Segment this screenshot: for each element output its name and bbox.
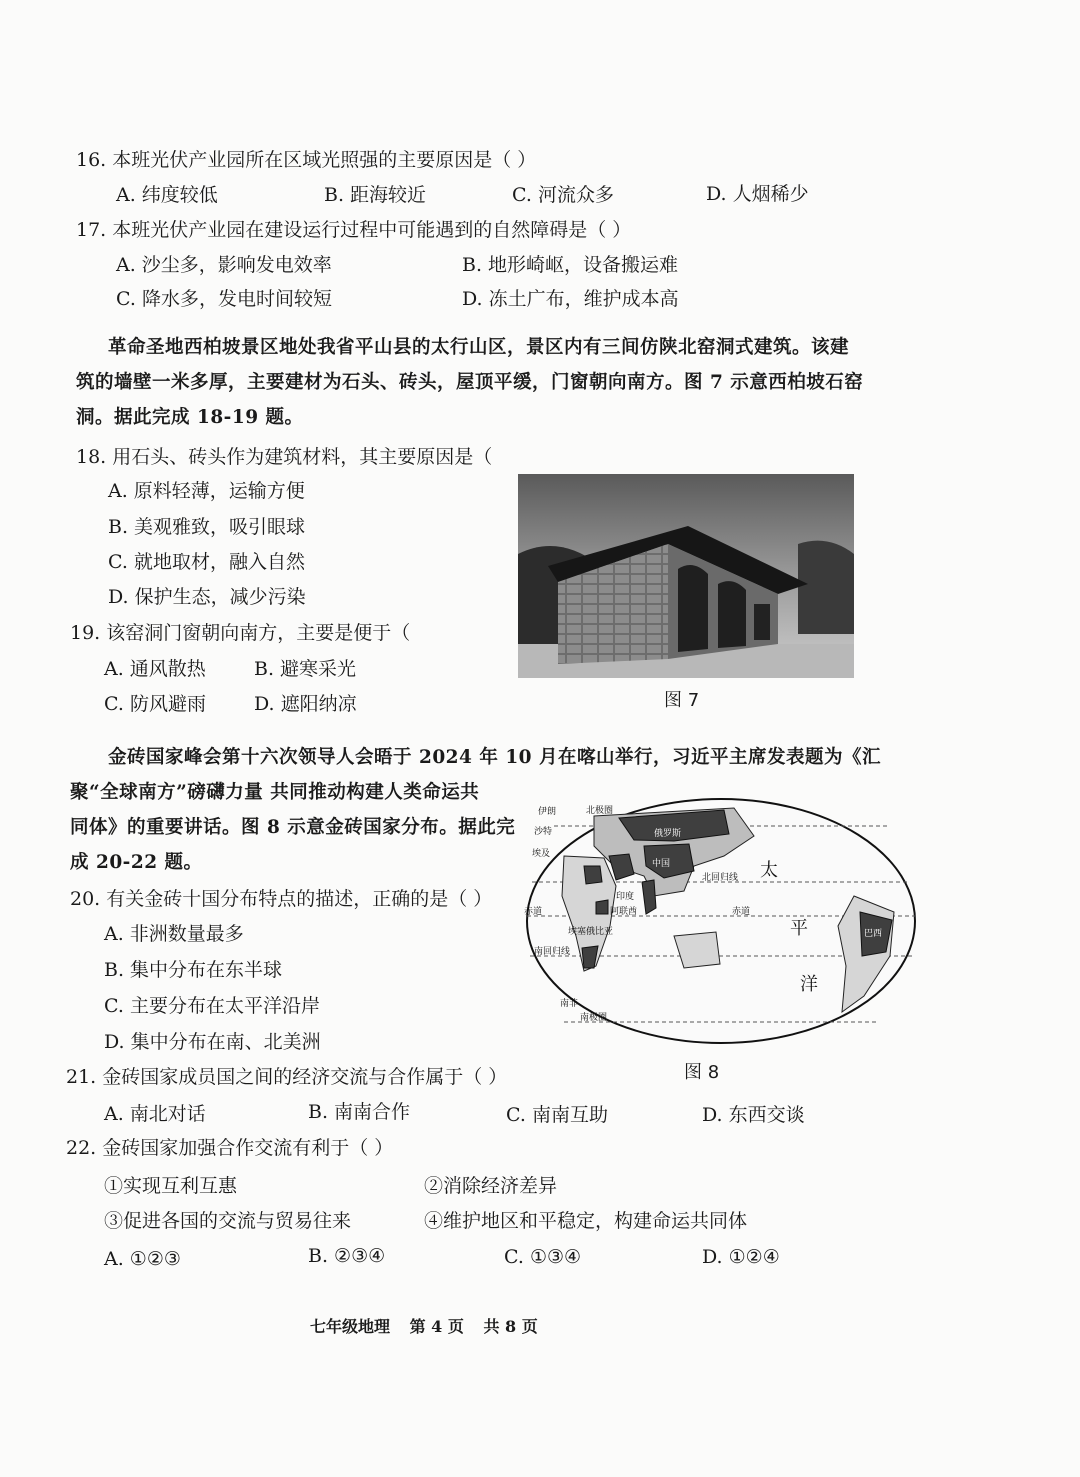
question-21-stem: 21. 金砖国家成员国之间的经济交流与合作属于（ ） — [66, 1066, 508, 1088]
map-label-iran: 伊朗 — [538, 807, 557, 817]
footer-page-number: 第 4 页 — [409, 1317, 464, 1336]
map-label-pacific-1: 太 — [760, 860, 778, 881]
map-label-egypt: 埃及 — [532, 849, 551, 859]
question-19-option-b: B. 避寒采光 — [254, 658, 357, 680]
brics-world-map — [524, 796, 918, 1046]
passage-brics-line-2: 聚“全球南方”磅礴力量 共同推动构建人类命运共 — [70, 782, 480, 803]
map-label-china: 中国 — [652, 859, 671, 869]
question-22-option-d: D. ①②④ — [702, 1246, 780, 1268]
question-20-option-d: D. 集中分布在南、北美洲 — [104, 1031, 321, 1053]
question-20-option-c: C. 主要分布在太平洋沿岸 — [104, 995, 320, 1017]
stone-cave-photo — [518, 474, 854, 678]
passage-xibaipo-line-2: 筑的墙壁一米多厚，主要建材为石头、砖头，屋顶平缓，门窗朝向南方。图 7 示意西柏坡石窑 — [76, 372, 864, 393]
map-label-arctic-circle: 北极圈 — [586, 806, 614, 816]
map-label-south-africa: 南非 — [560, 999, 579, 1009]
figure-8-map — [524, 796, 918, 1046]
map-label-tropic-of-cancer: 北回归线 — [702, 873, 739, 883]
question-20-option-b: B. 集中分布在东半球 — [104, 959, 283, 981]
question-22-item-1: ①实现互利互惠 — [104, 1175, 238, 1197]
question-16-option-a: A. 纬度较低 — [116, 184, 218, 206]
question-17-stem: 17. 本班光伏产业园在建设运行过程中可能遇到的自然障碍是（ ） — [76, 219, 632, 241]
page-footer — [310, 1314, 538, 1337]
figure-7-photo — [518, 474, 854, 678]
map-label-pacific-2: 平 — [790, 918, 808, 939]
question-22-item-2: ②消除经济差异 — [424, 1175, 558, 1197]
question-21-option-b: B. 南南合作 — [308, 1101, 411, 1123]
question-19-option-d: D. 遮阳纳凉 — [254, 693, 357, 715]
map-label-equator: 赤道 — [732, 907, 751, 917]
question-17-option-c: C. 降水多，发电时间较短 — [116, 288, 332, 310]
footer-subject: 七年级地理 — [310, 1317, 391, 1336]
passage-xibaipo-line-3: 洞。据此完成 18-19 题。 — [76, 407, 304, 428]
question-22-stem: 22. 金砖国家加强合作交流有利于（ ） — [66, 1137, 394, 1159]
figure-8-caption: 图 8 — [684, 1062, 720, 1083]
question-16-option-d: D. 人烟稀少 — [706, 183, 809, 205]
question-16-option-c: C. 河流众多 — [512, 184, 614, 206]
map-label-india: 印度 — [616, 892, 635, 902]
map-label-brazil: 巴西 — [864, 929, 883, 939]
map-label-pacific-3: 洋 — [800, 974, 818, 995]
passage-brics-line-4: 成 20-22 题。 — [70, 852, 203, 873]
question-18-option-d: D. 保护生态，减少污染 — [108, 586, 306, 608]
passage-xibaipo-line-1: 革命圣地西柏坡景区地处我省平山县的太行山区，景区内有三间仿陕北窑洞式建筑。该建 — [108, 337, 850, 358]
question-16-stem: 16. 本班光伏产业园所在区域光照强的主要原因是（ ） — [76, 149, 537, 171]
map-label-russia: 俄罗斯 — [654, 829, 682, 839]
question-22-option-c: C. ①③④ — [504, 1246, 582, 1268]
question-22-item-4: ④维护地区和平稳定，构建命运共同体 — [424, 1210, 748, 1232]
question-17-option-b: B. 地形崎岖，设备搬运难 — [462, 254, 679, 276]
map-label-tropic-of-capricorn: 南回归线 — [534, 947, 571, 957]
map-label-saudi: 沙特 — [534, 827, 553, 837]
question-21-option-a: A. 南北对话 — [104, 1103, 206, 1125]
question-19-option-c: C. 防风避雨 — [104, 693, 206, 715]
question-22-item-3: ③促进各国的交流与贸易往来 — [104, 1210, 352, 1232]
footer-total-pages: 共 8 页 — [483, 1317, 538, 1336]
question-19-stem: 19. 该窑洞门窗朝向南方，主要是便于（ — [70, 622, 411, 644]
map-label-ethiopia: 埃塞俄比亚 — [568, 927, 614, 937]
question-21-option-c: C. 南南互助 — [506, 1104, 608, 1126]
question-16-option-b: B. 距海较近 — [324, 184, 427, 206]
map-label-antarctic-circle: 南极圈 — [580, 1013, 608, 1023]
question-22-option-a: A. ①②③ — [104, 1248, 181, 1270]
question-17-option-d: D. 冻土广布，维护成本高 — [462, 288, 679, 310]
map-label-equator-west: 赤道 — [524, 907, 543, 917]
question-22-option-b: B. ②③④ — [308, 1245, 386, 1267]
passage-brics-line-1: 金砖国家峰会第十六次领导人会晤于 2024 年 10 月在喀山举行，习近平主席发表题为《汇 — [108, 747, 881, 768]
question-18-option-b: B. 美观雅致，吸引眼球 — [108, 516, 306, 538]
passage-brics-line-3: 同体》的重要讲话。图 8 示意金砖国家分布。据此完 — [70, 817, 516, 838]
question-18-option-c: C. 就地取材，融入自然 — [108, 551, 305, 573]
question-20-option-a: A. 非洲数量最多 — [104, 923, 244, 945]
question-18-option-a: A. 原料轻薄，运输方便 — [108, 480, 305, 502]
figure-7-caption: 图 7 — [664, 690, 700, 711]
question-19-option-a: A. 通风散热 — [104, 658, 206, 680]
question-18-stem: 18. 用石头、砖头作为建筑材料，其主要原因是（ — [76, 446, 493, 468]
question-21-option-d: D. 东西交谈 — [702, 1104, 805, 1126]
question-20-stem: 20. 有关金砖十国分布特点的描述，正确的是（ ） — [70, 888, 493, 910]
question-17-option-a: A. 沙尘多，影响发电效率 — [116, 254, 332, 276]
map-label-uae: 阿联酋 — [610, 907, 638, 917]
